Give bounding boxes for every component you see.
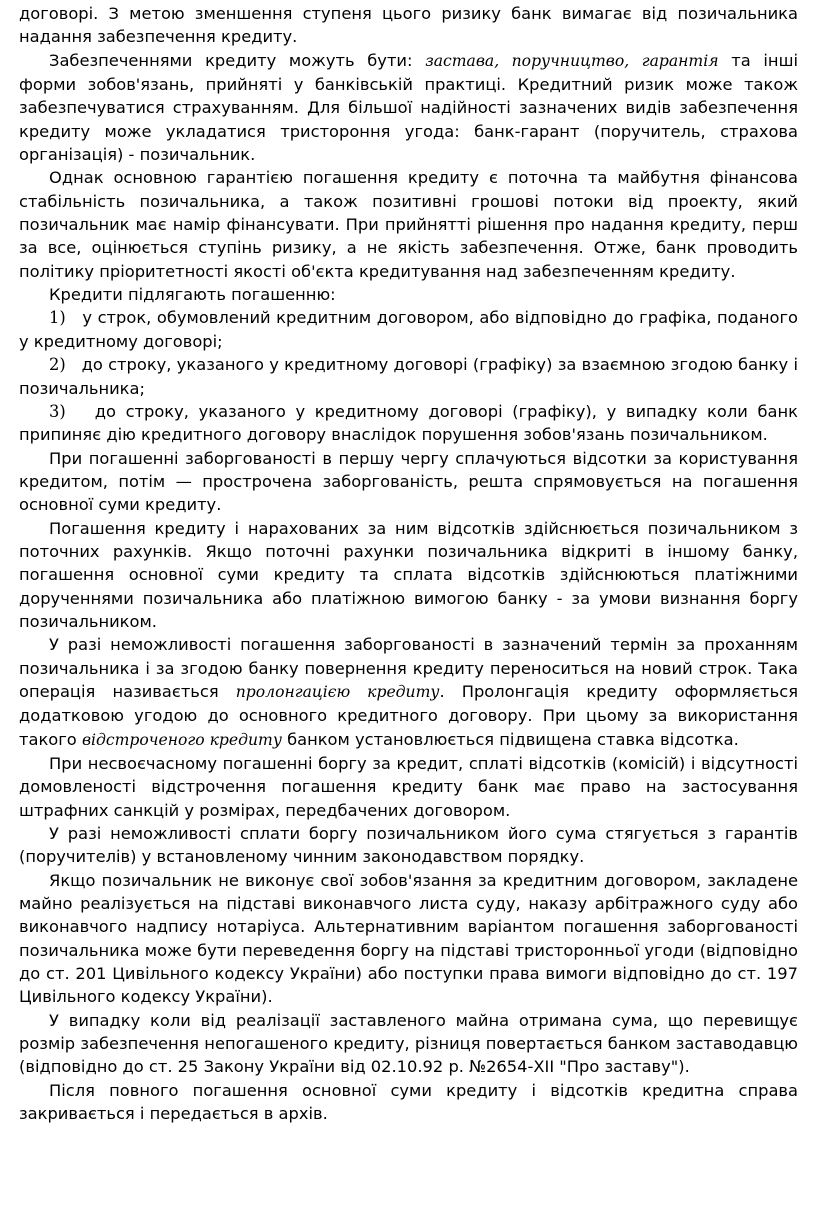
paragraph-archive: Після повного погашення основної суми кредиту і відсотків кредитна справа закривається і передається в архів. bbox=[19, 1080, 798, 1124]
list-item bbox=[19, 353, 798, 400]
paragraph-main-guarantee: Однак основною гарантією погашення кредиту є поточна та майбутня фінансова стабільність позичальника, а також позитивні грошові потоки від проекту, який позичальник має намір фінансувати. При прийнятті рішення про надання кредиту, перш за все, оцінюється ступінь ризику, а не якість забезпечення. Отже, банк проводить політику пріоритетності якості об'єкта кредитування над забезпеченням кредиту. bbox=[19, 168, 798, 281]
paragraph-current-accounts: Погашення кредиту і нарахованих за ним відсотків здійснюється позичальником з поточних рахунків. Якщо поточні рахунки позичальника відкриті в іншому банку, погашення основної суми кредиту та сплата відсотків здійснюються платіжними дорученнями позичальника або платіжною вимогою банку - за умови визнання боргу позичальником. bbox=[19, 518, 798, 631]
paragraph-continuation: договорі. З метою зменшення ступеня цього ризику банк вимагає від позичальника надання забезпечення кредиту. bbox=[19, 4, 798, 47]
paragraph-guarantors: У разі неможливості сплати боргу позичальником його сума стягується з гарантів (поручителів) у встановленому чинним законодавством порядку. bbox=[19, 824, 798, 867]
collateral-intro: Забезпеченнями кредиту можуть бути: bbox=[49, 50, 426, 70]
deferred-credit-italic: відстроченого кредиту bbox=[81, 730, 282, 749]
prolongation-text-3: банком установлюється підвищена ставка відсотка. bbox=[281, 729, 739, 749]
list-item-number: 1) bbox=[49, 308, 66, 328]
prolongation-term-italic: пролонгацією кредиту bbox=[235, 682, 440, 701]
paragraph-prolongation bbox=[19, 633, 798, 752]
paragraph-collateral-sale: Якщо позичальник не виконує свої зобов'язання за кредитним договором, закладене майно реалізується на підставі виконавчого листа суду, наказу арбітражного суду або виконавчого надпису нотаріуса. Альтернативним варіантом погашення заборгованості позичальника може бути переведення боргу на підставі тристоронньої угоди (відповідно до ст. 201 Цивільного кодексу України) або поступки права вимоги відповідно до ст. 197 Цивільного кодексу України). bbox=[19, 870, 798, 1007]
list-item-number: 3) bbox=[49, 401, 66, 421]
list-item-number: 2) bbox=[49, 355, 66, 375]
collateral-types-italic: застава, поручництво, гарантія bbox=[425, 51, 719, 70]
paragraph-repayment-intro: Кредити підлягають погашенню: bbox=[49, 285, 336, 305]
list-item-text: до строку, указаного у кредитному договорі (графіку), у випадку коли банк припиняє дію кредитного договору внаслідок порушення зобов'язань позичальником. bbox=[19, 401, 798, 445]
prolongation-text-1: У разі неможливості погашення заборгованості в зазначений термін за проханням позичальника і за згодою банку повернення кредиту переноситься на новий строк. Така операція називається bbox=[19, 635, 798, 701]
list-item-text: у строк, обумовлений кредитним договором, або відповідно до графіка, поданого у кредитному договорі; bbox=[19, 308, 799, 351]
list-item bbox=[19, 306, 798, 353]
list-item-text: до строку, указаного у кредитному договорі (графіку) за взаємною згодою банку і позичальника; bbox=[19, 355, 799, 398]
list-item bbox=[19, 400, 798, 447]
paragraph-penalties: При несвоєчасному погашенні боргу за кредит, сплаті відсотків (комісій) і відсутності домовленості відстрочення погашення кредиту банк має право на застосування штрафних санкцій у розмірах, передбачених договором. bbox=[19, 754, 798, 820]
collateral-rest: та інші форми зобов'язань, прийняті у банківській практиці. Кредитний ризик може також забезпечуватися страхуванням. Для більшої надійності зазначених видів забезпечення кредиту може укладатися тристороння угода: банк-гарант (поручитель, страхова організація) - позичальник. bbox=[19, 50, 798, 165]
paragraph-collateral-forms bbox=[19, 49, 798, 167]
prolongation-text-2: . Пролонгація кредиту оформляється додатковою угодою до основного кредитного договору. При цьому за використання такого bbox=[19, 681, 798, 749]
paragraph-payment-order: При погашенні заборгованості в першу чергу сплачуються відсотки за користування кредитом, потім — прострочена заборгованість, решта спрямовується на погашення основної суми кредиту. bbox=[19, 448, 798, 515]
paragraph-surplus: У випадку коли від реалізації заставленого майна отримана сума, що перевищує розмір забезпечення непогашеного кредиту, різниця повертається банком заставодавцю (відповідно до ст. 25 Закону України від 02.10.92 р. №2654-XII "Про заставу"). bbox=[19, 1010, 798, 1077]
